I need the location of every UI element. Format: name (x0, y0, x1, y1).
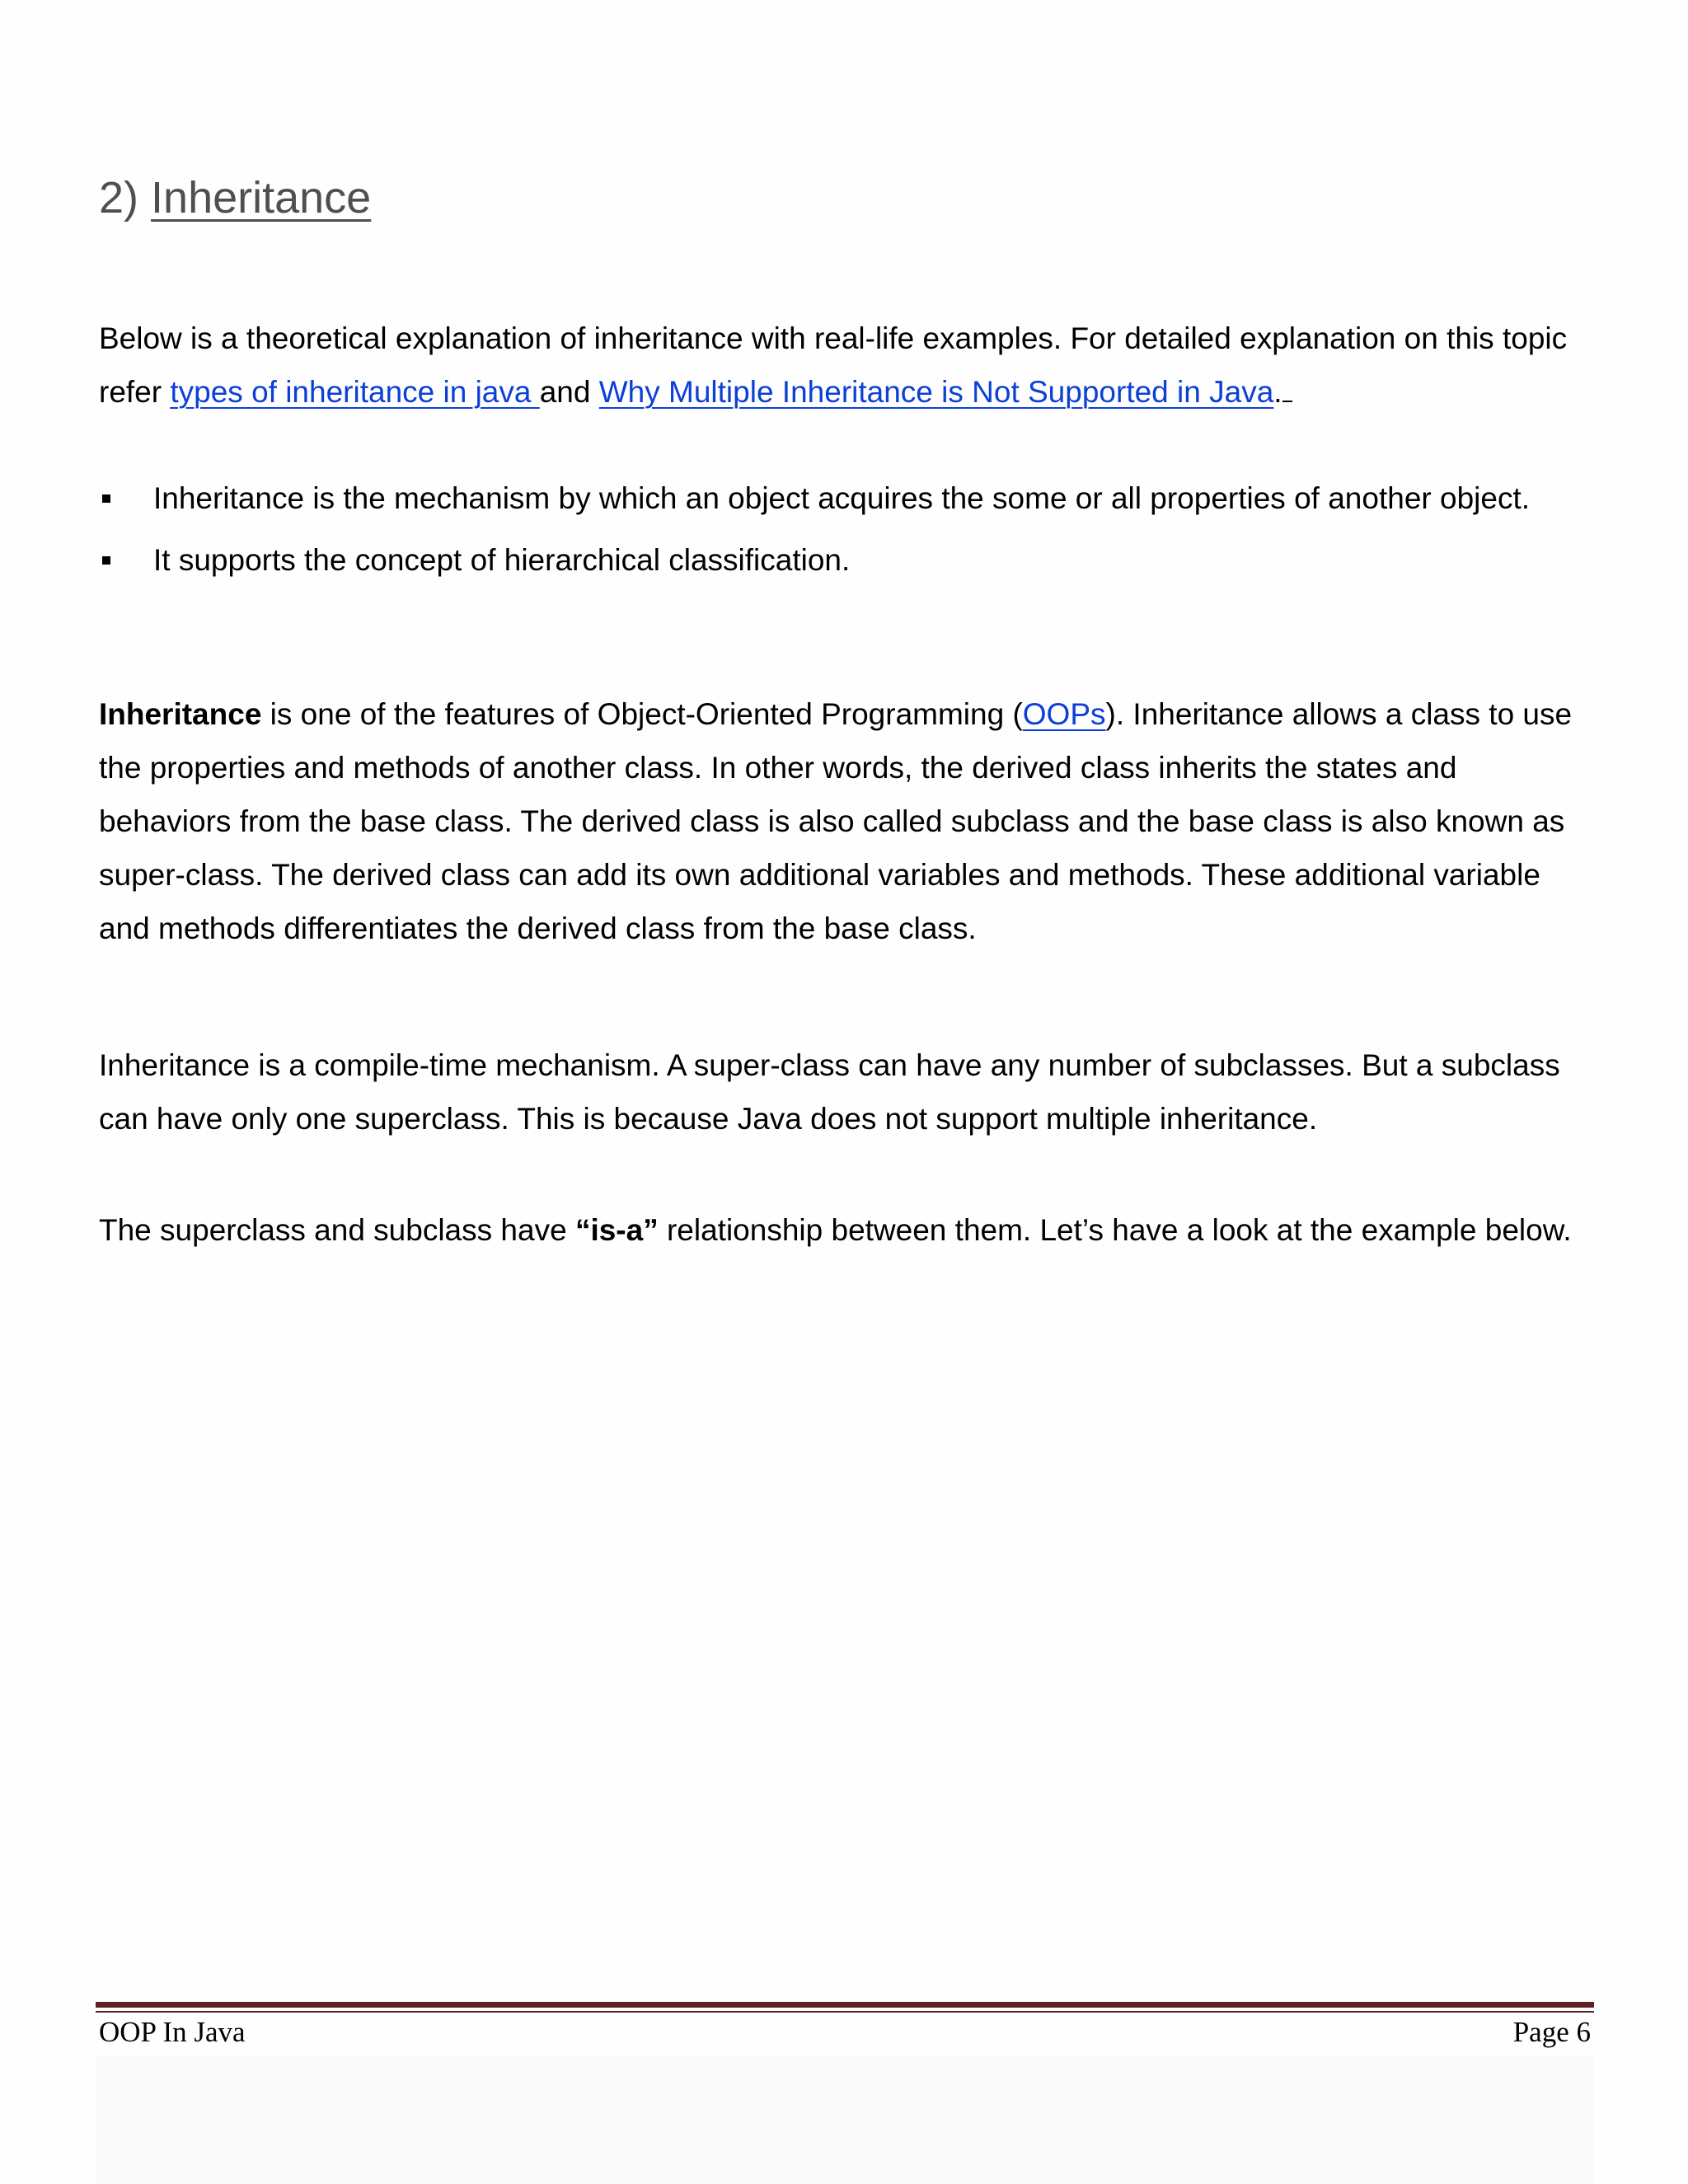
bold-term-inheritance: Inheritance (99, 697, 262, 731)
square-bullet-icon (102, 494, 110, 503)
bullet-text: It supports the concept of hierarchical classification. (153, 543, 851, 577)
multiple-inheritance-link[interactable]: Why Multiple Inheritance is Not Supported in Java (598, 375, 1274, 409)
trailing-underline (1282, 376, 1292, 402)
is-a-paragraph (99, 1203, 1582, 1257)
list-item (99, 471, 1582, 525)
section-number: 2) (99, 173, 139, 223)
inheritance-definition-paragraph (99, 687, 1582, 955)
footer-rule-thin (96, 2011, 1594, 2013)
section-heading (99, 168, 371, 227)
footer-rule (96, 2002, 1594, 2008)
section-title: Inheritance (151, 173, 372, 223)
oops-link[interactable]: OOPs (1022, 697, 1106, 731)
list-item (99, 533, 1582, 587)
intro-text-after: . (1273, 375, 1282, 409)
compile-time-paragraph: Inheritance is a compile-time mechanism. A super-class can have any number of subclasses. But a subclass can have only one superclass. This is because Java does not support multiple inheritance. (99, 1048, 1560, 1136)
intro-text-before: Below is a theoretical explanation of inheritance with real-life examples. For detailed explanation on this topic refer (99, 321, 1568, 409)
footer-shade (96, 2055, 1594, 2184)
paragraph3-text-after: relationship between them. Let’s have a look at the example below. (658, 1213, 1572, 1247)
square-bullet-icon (102, 556, 110, 565)
paragraph3-text-before: The superclass and subclass have (99, 1213, 575, 1247)
bold-term-is-a: “is-a” (574, 1213, 659, 1247)
bullet-text: Inheritance is the mechanism by which an object acquires the some or all properties of another object. (153, 481, 1531, 515)
bullet-list (99, 471, 1582, 587)
types-of-inheritance-link[interactable]: types of inheritance in java (170, 375, 540, 409)
footer-title: OOP In Java (99, 2016, 246, 2048)
page-number: Page 6 (1512, 2016, 1591, 2048)
paragraph1-text-after: ). Inheritance allows a class to use the properties and methods of another class. In other words, the derived class inherits the states and behaviors from the base class. The derived class is also called subclass and the base class is also known as super-class. The derived class can add its own additional variables and methods. These additional variable and methods differentiates the derived class from the base class. (99, 697, 1573, 945)
intro-paragraph (99, 312, 1582, 419)
paragraph1-text-before: is one of the features of Object-Oriented Programming ( (261, 697, 1023, 731)
intro-text-middle: and (539, 375, 599, 409)
